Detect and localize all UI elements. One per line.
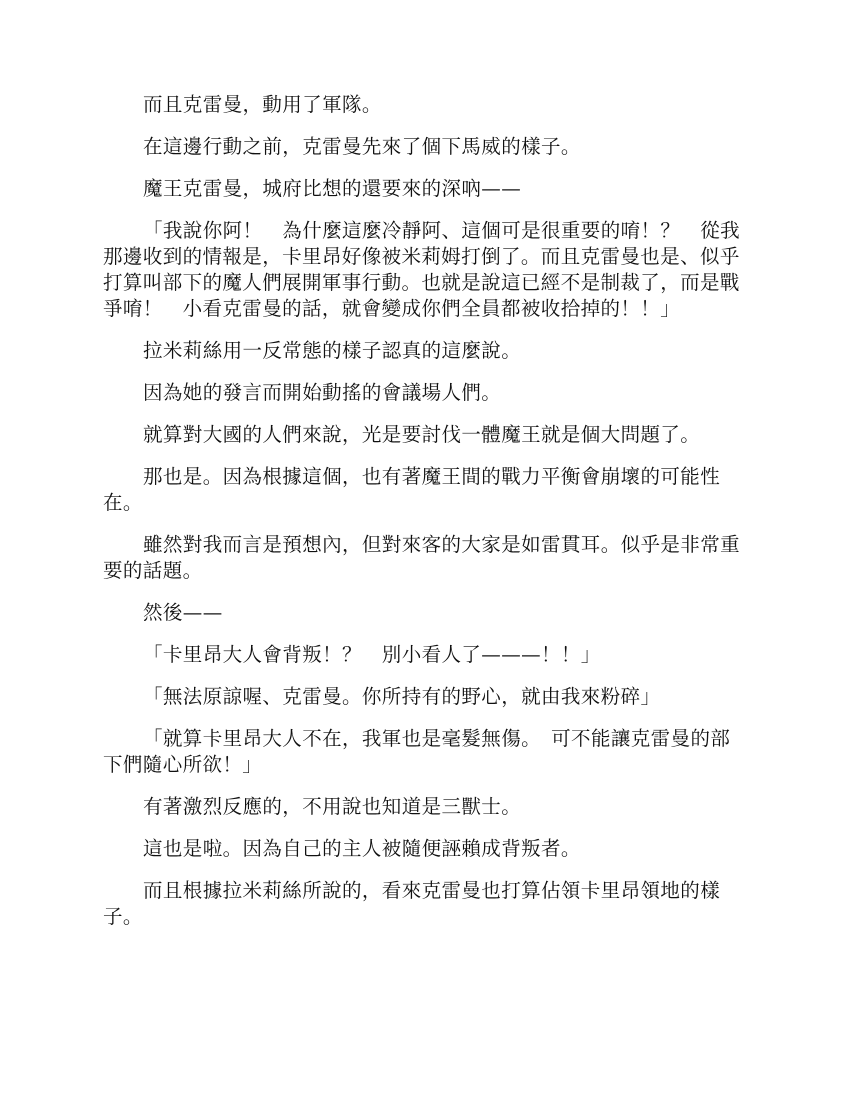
paragraph-6: 因為她的發言而開始動搖的會議場人們。	[143, 381, 502, 404]
paragraph-1: 而且克雷曼，動用了軍隊。	[143, 93, 382, 116]
paragraph-7: 就算對大國的人們來說，光是要討伐一體魔王就是個大問題了。	[143, 423, 701, 446]
paragraph-16: 而且根據拉米莉絲所說的，看來克雷曼也打算佔領卡里昂領地的樣子。	[103, 879, 721, 928]
paragraph-15: 這也是啦。因為自己的主人被隨便誣賴成背叛者。	[143, 837, 581, 860]
paragraph-5: 拉米莉絲用一反常態的樣子認真的這麼說。	[143, 339, 522, 362]
paragraph-12: 「無法原諒喔、克雷曼。你所持有的野心，就由我來粉碎」	[143, 685, 661, 708]
paragraph-14: 有著激烈反應的，不用說也知道是三獸士。	[143, 795, 522, 818]
paragraph-13: 「就算卡里昂大人不在，我軍也是毫髮無傷。 可不能讓克雷曼的部下們隨心所欲！」	[103, 727, 731, 776]
paragraph-11: 「卡里昂大人會背叛！？ 別小看人了———！！」	[143, 643, 601, 666]
paragraph-2: 在這邊行動之前，克雷曼先來了個下馬威的樣子。	[143, 135, 581, 158]
document-page	[103, 92, 747, 946]
paragraph-9: 雖然對我而言是預想內，但對來客的大家是如雷貫耳。似乎是非常重要的話題。	[103, 533, 741, 582]
paragraph-10: 然後——	[143, 601, 223, 624]
paragraph-3: 魔王克雷曼，城府比想的還要來的深吶——	[143, 177, 522, 200]
paragraph-8: 那也是。因為根據這個，也有著魔王間的戰力平衡會崩壞的可能性在。	[103, 465, 721, 514]
paragraph-4: 「我說你阿！ 為什麼這麼冷靜阿、這個可是很重要的唷！？ 從我那邊收到的情報是，卡里昂好像被米莉姆打倒了。而且克雷曼也是、似乎打算叫部下的魔人們展開軍事行動。也就是說這已經不是制裁了，而是戰爭唷！ 小看克雷曼的話，就會變成你們全員都被收拾掉的！！」	[103, 219, 741, 320]
